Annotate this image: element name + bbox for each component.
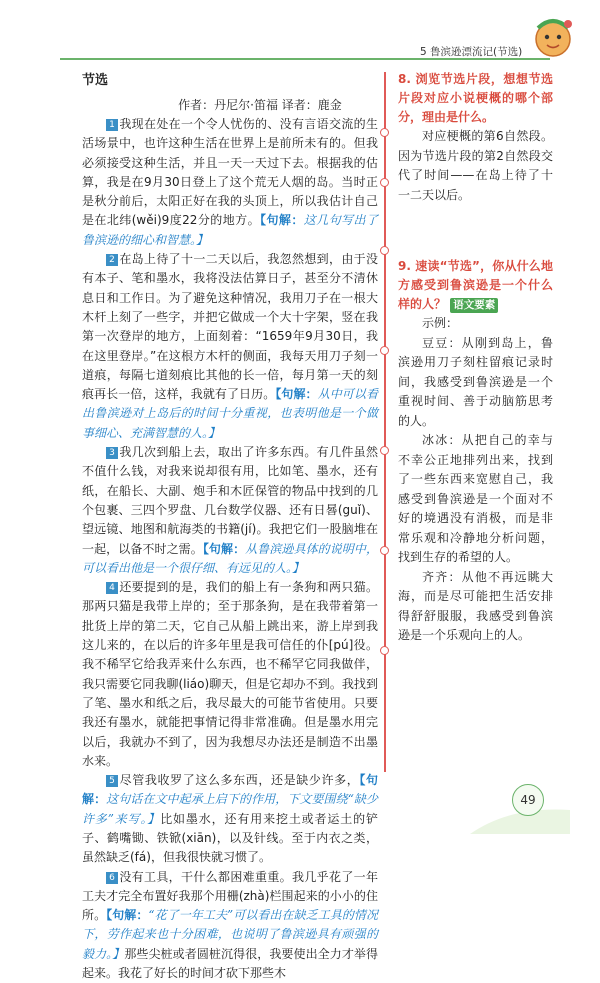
literacy-tag: 语文要素 [450,298,498,313]
example-label: 示例： [422,316,459,330]
spacer [398,205,553,257]
paragraph-5 [82,771,378,867]
annotation-key: 【句解： [275,387,318,402]
divider-dot [380,346,389,355]
paragraph-number: 1 [106,119,118,131]
paragraph-text: 没有工具，干什么都困难重重。我几乎花了一年工夫才完全布置好我那个用栅(zhà)栏围起来的小小的住所。 [82,869,378,923]
annotation-text: 从鲁滨逊具体的说明中，可以看出他是一个很仔细、有远见的人。】 [82,541,378,575]
byline: 作者：丹尼尔·笛福 译者：鹿金 [178,98,342,112]
paragraph-number: 3 [106,447,118,459]
question-9 [398,257,553,314]
paragraph-number: 2 [106,254,118,266]
divider-dot [380,646,389,655]
paragraph-text: 尽管我收罗了这么多东西，还是缺少许多， [119,773,360,788]
paragraph-text: 我几次到船上去，取出了许多东西。有几件虽然不值什么钱，对我来说却很有用，比如笔、墨水，还有纸，在船长、大副、炮手和木匠保管的物品中找到的几个包裹、三四个罗盘、几台数学仪器、还有日晷(guǐ)、望远镜、地图和航海类的书籍(jí)。我把它们一股脑堆在一起，以备不时之需。 [82,445,378,556]
annotation-text: 从中可以看出鲁滨逊对上岛后的时间十分重视，也表明他是一个做事细心、充满智慧的人。】 [82,387,378,440]
paragraph-number: 4 [106,582,118,594]
paragraph-text: 我现在处在一个令人忧伤的、没有言语交流的生活场景中，也许这种生活在世界上是前所未有的。但我必须接受这种生活，并且一天一天过下去。根据我的估算，我是在9月30日登上了这个荒无人烟的岛。当时正是秋分前后，太阳正好在我的头顶上，所以我估计自己是在北纬(wěi)9度22分的地方。 [82,117,378,228]
page-number: 49 [512,784,544,816]
paragraph-number: 6 [106,872,118,884]
annotation-text: 这句话在文中起承上启下的作用，下文要围绕“缺少许多”来写。】 [82,792,378,826]
paragraph-4 [82,578,378,771]
paragraph-3 [82,443,378,578]
column-divider [384,72,386,772]
divider-dot [380,178,389,187]
annotation-key: 【句解： [82,773,378,807]
annotation-text: “花了一年工夫”可以看出在缺乏工具的情况下，劳作起来也十分困难，也说明了鲁滨逊具有顽强的毅力。】 [82,908,378,961]
example-answer: 冰冰：从把自己的幸与不幸公正地排列出来，找到了一些东西来宽慰自己，我感受到鲁滨逊是一个面对不好的境遇没有消极，而是非常乐观和冷静地分析问题，找到生存的希望的人。 [398,433,553,564]
example-answer: 齐齐：从他不再远眺大海，而是尽可能把生活安排得舒舒服服，我感受到鲁滨逊是一个乐观向上的人。 [398,569,553,642]
annotation-text: 这几句写出了鲁滨逊的细心和智慧。】 [82,213,378,247]
paragraph-text-continued: 比如墨水，还有用来挖土或者运土的铲子、鹤嘴锄、铁锨(xiān)，以及针线。至于内衣之类，虽然缺乏(fá)，但我很快就习惯了。 [82,811,378,865]
example-answer: 豆豆：从刚到岛上，鲁滨逊用刀子刻柱留痕记录时间，我感受到鲁滨逊是一个重视时间、善于动脑筋思考的人。 [398,335,553,428]
question-8: 8. 浏览节选片段，想想节选片段对应小说梗概的哪个部分，理由是什么。 [398,72,553,124]
question-9-title: 9. 速读“节选”，你从什么地方感受到鲁滨逊是一个什么样的人？ [398,259,553,311]
divider-dot [380,546,389,555]
annotation-key: 【句解： [202,541,246,556]
annotation-key: 【句解： [260,213,304,228]
question-8-answer: 对应梗概的第6自然段。因为节选片段的第2自然段交代了时间——在岛上待了十一二天以后。 [398,129,553,202]
paragraph-text-continued: 那些尖桩或者圆桩沉得很，我要使出全力才举得起来。我花了好长的时间才砍下那些木 [82,946,378,981]
paragraph-6 [82,868,378,983]
mascot-icon [528,12,578,62]
divider-dot [380,246,389,255]
page-header [0,0,600,62]
paragraph-1 [82,115,378,250]
running-head: 5 鲁滨逊漂流记(节选) [420,46,523,58]
paragraph-text: 在岛上待了十一二天以后，我忽然想到，由于没有本子、笔和墨水，我将没法估算日子，甚至分不清休息日和工作日。为了避免这种情况，我用刀子在一根大木杆上刻了一些字，并把它做成一个大十字架，竖在我第一次登岸的地方，上面刻着：“1659年9月30日，我在这里登岸。”在这根方木杆的侧面，我每天用刀子刻一道痕，每隔七道刻痕比其他的长一倍，每月第一天的刻痕再长一倍，这样，我就有了日历。 [82,252,378,402]
header-rule [60,58,550,60]
annotation-key: 【句解： [106,908,149,923]
paragraph-2 [82,250,378,443]
divider-dot [380,128,389,137]
question-column [398,70,553,646]
paragraph-text: 还要提到的是，我们的船上有一条狗和两只猫。那两只猫是我带上岸的；至于那条狗，是在我带着第一批货上岸的第二天，它自己从船上跳出来，游上岸到我这儿来的，在以后的许多年里是我可信任的仆[pú]役。我不稀罕它给我弄来什么东西，也不稀罕它同我做伴，我只需要它同我聊(liáo)聊天，但是它却办不到。我找到了笔、墨水和纸之后，我尽最大的可能节省使用。只要我还有墨水，就能把事情记得非常准确。但是墨水用完以后，我就办不到了，因为我想尽办法还是制造不出墨水来。 [82,580,378,768]
divider-dot [380,446,389,455]
excerpt-column [82,70,378,983]
section-title: 节选 [82,73,109,88]
paragraph-number: 5 [106,775,118,787]
